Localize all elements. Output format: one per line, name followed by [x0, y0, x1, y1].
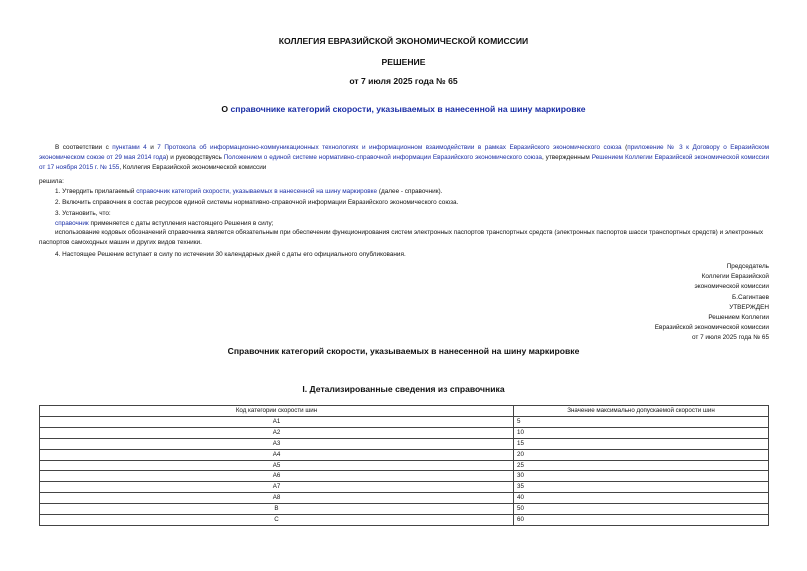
column-header-code: Код категории скорости шин	[40, 406, 514, 417]
table-row	[40, 471, 769, 482]
table-row	[40, 438, 769, 449]
item-4: 4. Настоящее Решение вступает в силу по истечении 30 календарных дней с даты его официального опубликования.	[55, 251, 406, 258]
signature-line: от 7 июля 2025 года № 65	[691, 334, 769, 342]
item-2: 2. Включить справочник в состав ресурсов единой системы нормативно-справочной информации Евразийского экономического союза.	[55, 199, 459, 206]
cell-code: B	[40, 504, 514, 515]
cell-code: A8	[40, 493, 514, 504]
cell-speed: 30	[514, 471, 769, 482]
cell-speed: 40	[514, 493, 769, 504]
link-reference-book-short[interactable]: справочник	[55, 220, 89, 227]
item-3a-post: применяется с даты вступления настоящего Решения в силу;	[88, 220, 274, 227]
table-row	[40, 482, 769, 493]
cell-code: A2	[40, 427, 514, 438]
link-protocol[interactable]: 7 Протокола об информационно-коммуникационных технологиях и информационном взаимодействии в рамках Евразийского экономического союза	[157, 144, 622, 151]
column-header-speed: Значение максимально допускаемой скорости шин	[514, 406, 769, 417]
preamble-text-6: , Коллегия Евразийской экономической комиссии	[119, 164, 267, 171]
preamble-text-5: , утвержденным	[541, 154, 592, 161]
item-1	[39, 187, 785, 197]
preamble-text-1: В соответствии с	[55, 144, 113, 151]
date-number-heading: от 7 июля 2025 года № 65	[349, 76, 458, 86]
table-row	[40, 416, 769, 427]
table-row	[40, 449, 769, 460]
link-appendix-treaty[interactable]: приложение № 3 к Договору о Евразийском экономическом союзе от 29 мая 2014 года	[39, 144, 770, 161]
cell-code: A3	[40, 438, 514, 449]
cell-speed: 20	[514, 449, 769, 460]
cell-speed: 35	[514, 482, 769, 493]
signature-block	[569, 262, 769, 344]
table-row	[40, 460, 769, 471]
table-row	[40, 515, 769, 526]
signature-line: Решением Коллегии	[708, 314, 769, 322]
link-decision-155[interactable]: Решением Коллегии Евразийской экономической комиссии от 17 ноября 2015 г. № 155	[39, 154, 770, 171]
cell-speed: 60	[514, 515, 769, 526]
doc-type-heading: РЕШЕНИЕ	[381, 57, 426, 67]
decision-title-link[interactable]: справочнике категорий скорости, указываемых в нанесенной на шину маркировке	[230, 104, 586, 114]
cell-code: A4	[40, 449, 514, 460]
decision-title	[0, 104, 807, 114]
preamble-paragraph	[39, 143, 769, 173]
speed-category-table	[39, 405, 769, 526]
link-points-4[interactable]: пунктами 4	[112, 144, 147, 151]
cell-code: A7	[40, 482, 514, 493]
cell-code: A5	[40, 460, 514, 471]
signature-line: экономической комиссии	[694, 283, 769, 291]
signature-line: Евразийской экономической комиссии	[654, 324, 769, 332]
item-1-pre: 1. Утвердить прилагаемый	[55, 188, 137, 195]
signature-line: Председатель	[726, 263, 769, 270]
cell-code: C	[40, 515, 514, 526]
table-header-row	[40, 406, 769, 417]
decided-label: решила:	[39, 178, 64, 185]
cell-speed: 50	[514, 504, 769, 515]
table-row	[40, 504, 769, 515]
preamble-text-4: ) и руководствуясь	[166, 154, 224, 161]
cell-speed: 15	[514, 438, 769, 449]
cell-speed: 25	[514, 460, 769, 471]
reference-title: Справочник категорий скорости, указываемых в нанесенной на шину маркировке	[227, 346, 580, 356]
section-title: I. Детализированные сведения из справочника	[302, 384, 505, 394]
item-3b: использование кодовых обозначений справочника является обязательным при обеспечении функционирования систем электронных паспортов транспортных средств (электронных паспортов шасси транспортных средств) и электронных паспортов самоходных машин и других видов техники.	[39, 229, 764, 246]
cell-code: A1	[40, 416, 514, 427]
org-heading: КОЛЛЕГИЯ ЕВРАЗИЙСКОЙ ЭКОНОМИЧЕСКОЙ КОМИССИИ	[278, 36, 529, 46]
table-row	[40, 427, 769, 438]
signature-line: УТВЕРЖДЕН	[729, 303, 769, 311]
item-3: 3. Установить, что:	[55, 210, 111, 217]
preamble-text-3: (	[621, 144, 628, 151]
signature-line: Коллегии Евразийской	[701, 273, 769, 281]
link-regulation[interactable]: Положением о единой системе нормативно-справочной информации Евразийского экономического союза	[223, 154, 542, 161]
signature-line: Б.Сагинтаев	[732, 293, 769, 301]
link-reference-book[interactable]: справочник категорий скорости, указываемых в нанесенной на шину маркировке	[136, 188, 378, 195]
cell-code: A6	[40, 471, 514, 482]
decision-title-prefix: О	[221, 104, 231, 114]
item-1-post: (далее - справочник).	[377, 188, 443, 195]
table-row	[40, 493, 769, 504]
preamble-text-2: и	[146, 144, 158, 151]
cell-speed: 5	[514, 416, 769, 427]
cell-speed: 10	[514, 427, 769, 438]
